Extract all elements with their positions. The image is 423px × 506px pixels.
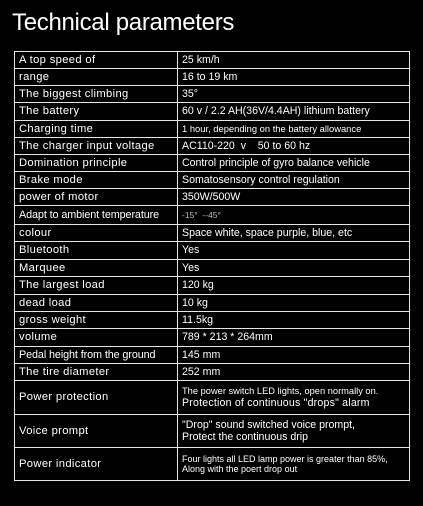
table-row — [15, 381, 410, 415]
row-label: Brake mode — [15, 172, 178, 189]
row-value: Space white, space purple, blue, etc — [178, 225, 410, 242]
row-value: 11.5kg — [178, 312, 410, 329]
row-label: gross weight — [15, 312, 178, 329]
table-row — [15, 103, 410, 121]
table-row — [15, 121, 410, 138]
row-value: Yes — [178, 242, 410, 260]
row-value — [178, 415, 410, 448]
row-value-line: "Drop" sound switched voice prompt, — [182, 418, 355, 431]
table-row — [15, 155, 410, 172]
row-value — [178, 381, 410, 415]
row-label: power of motor — [15, 189, 178, 206]
table-row — [15, 364, 410, 381]
table-row — [15, 312, 410, 329]
table-row — [15, 277, 410, 295]
table-row — [15, 86, 410, 103]
row-value: Control principle of gyro balance vehicle — [178, 155, 410, 172]
row-label: The largest load — [15, 277, 178, 295]
row-value-line: Along with the poert drop out — [182, 464, 298, 474]
row-value — [178, 206, 410, 225]
table-row — [15, 138, 410, 155]
row-value-line: Four lights all LED lamp power is greater than 85%, — [182, 453, 388, 464]
row-value: Somatosensory control regulation — [178, 172, 410, 189]
table-row — [15, 242, 410, 260]
row-value: 789 * 213 * 264mm — [178, 329, 410, 347]
row-label: Charging time — [15, 121, 178, 138]
row-value: 35° — [178, 86, 410, 103]
row-label: A top speed of — [15, 52, 178, 69]
row-value: 60 v / 2.2 AH(36V/4.4AH) lithium battery — [178, 103, 410, 121]
table-row — [15, 448, 410, 481]
row-label: volume — [15, 329, 178, 347]
row-label: Adapt to ambient temperature — [15, 206, 178, 225]
table-row — [15, 329, 410, 347]
row-label: Domination principle — [15, 155, 178, 172]
row-value: 120 kg — [178, 277, 410, 295]
row-label: colour — [15, 225, 178, 242]
row-label: The charger input voltage — [15, 138, 178, 155]
row-value-line: Protection of continuous "drops" alarm — [182, 396, 370, 409]
row-value-line: The power switch LED lights, open normally on. — [182, 386, 379, 397]
row-label: Pedal height from the ground — [15, 347, 178, 364]
table-row — [15, 347, 410, 364]
row-label: Bluetooth — [15, 242, 178, 260]
row-value: 1 hour, depending on the battery allowance — [178, 121, 410, 138]
row-label: Power protection — [15, 381, 178, 415]
row-value: 16 to 19 km — [178, 69, 410, 86]
row-label: dead load — [15, 295, 178, 312]
temperature-range: -15° --45° — [182, 209, 221, 220]
row-value: 350W/500W — [178, 189, 410, 206]
row-label: The tire diameter — [15, 364, 178, 381]
row-value: 252 mm — [178, 364, 410, 381]
row-label: Voice prompt — [15, 415, 178, 448]
row-value — [178, 448, 410, 481]
table-row — [15, 172, 410, 189]
spec-table — [14, 51, 410, 481]
table-row — [15, 206, 410, 225]
row-label: Power indicator — [15, 448, 178, 481]
row-value: AC110-220 v 50 to 60 hz — [178, 138, 410, 155]
table-row — [15, 69, 410, 86]
row-value-line: Protect the continuous drip — [182, 431, 309, 443]
row-value: 10 kg — [178, 295, 410, 312]
row-value: 25 km/h — [178, 52, 410, 69]
table-row — [15, 189, 410, 206]
table-row — [15, 415, 410, 448]
page-title: Technical parameters — [12, 9, 235, 36]
row-label: The battery — [15, 103, 178, 121]
row-label: Marquee — [15, 260, 178, 277]
row-value: 145 mm — [178, 347, 410, 364]
row-label: range — [15, 69, 178, 86]
row-label: The biggest climbing — [15, 86, 178, 103]
row-value: Yes — [178, 260, 410, 277]
table-row — [15, 260, 410, 277]
table-row — [15, 225, 410, 242]
table-row — [15, 295, 410, 312]
table-row — [15, 52, 410, 69]
